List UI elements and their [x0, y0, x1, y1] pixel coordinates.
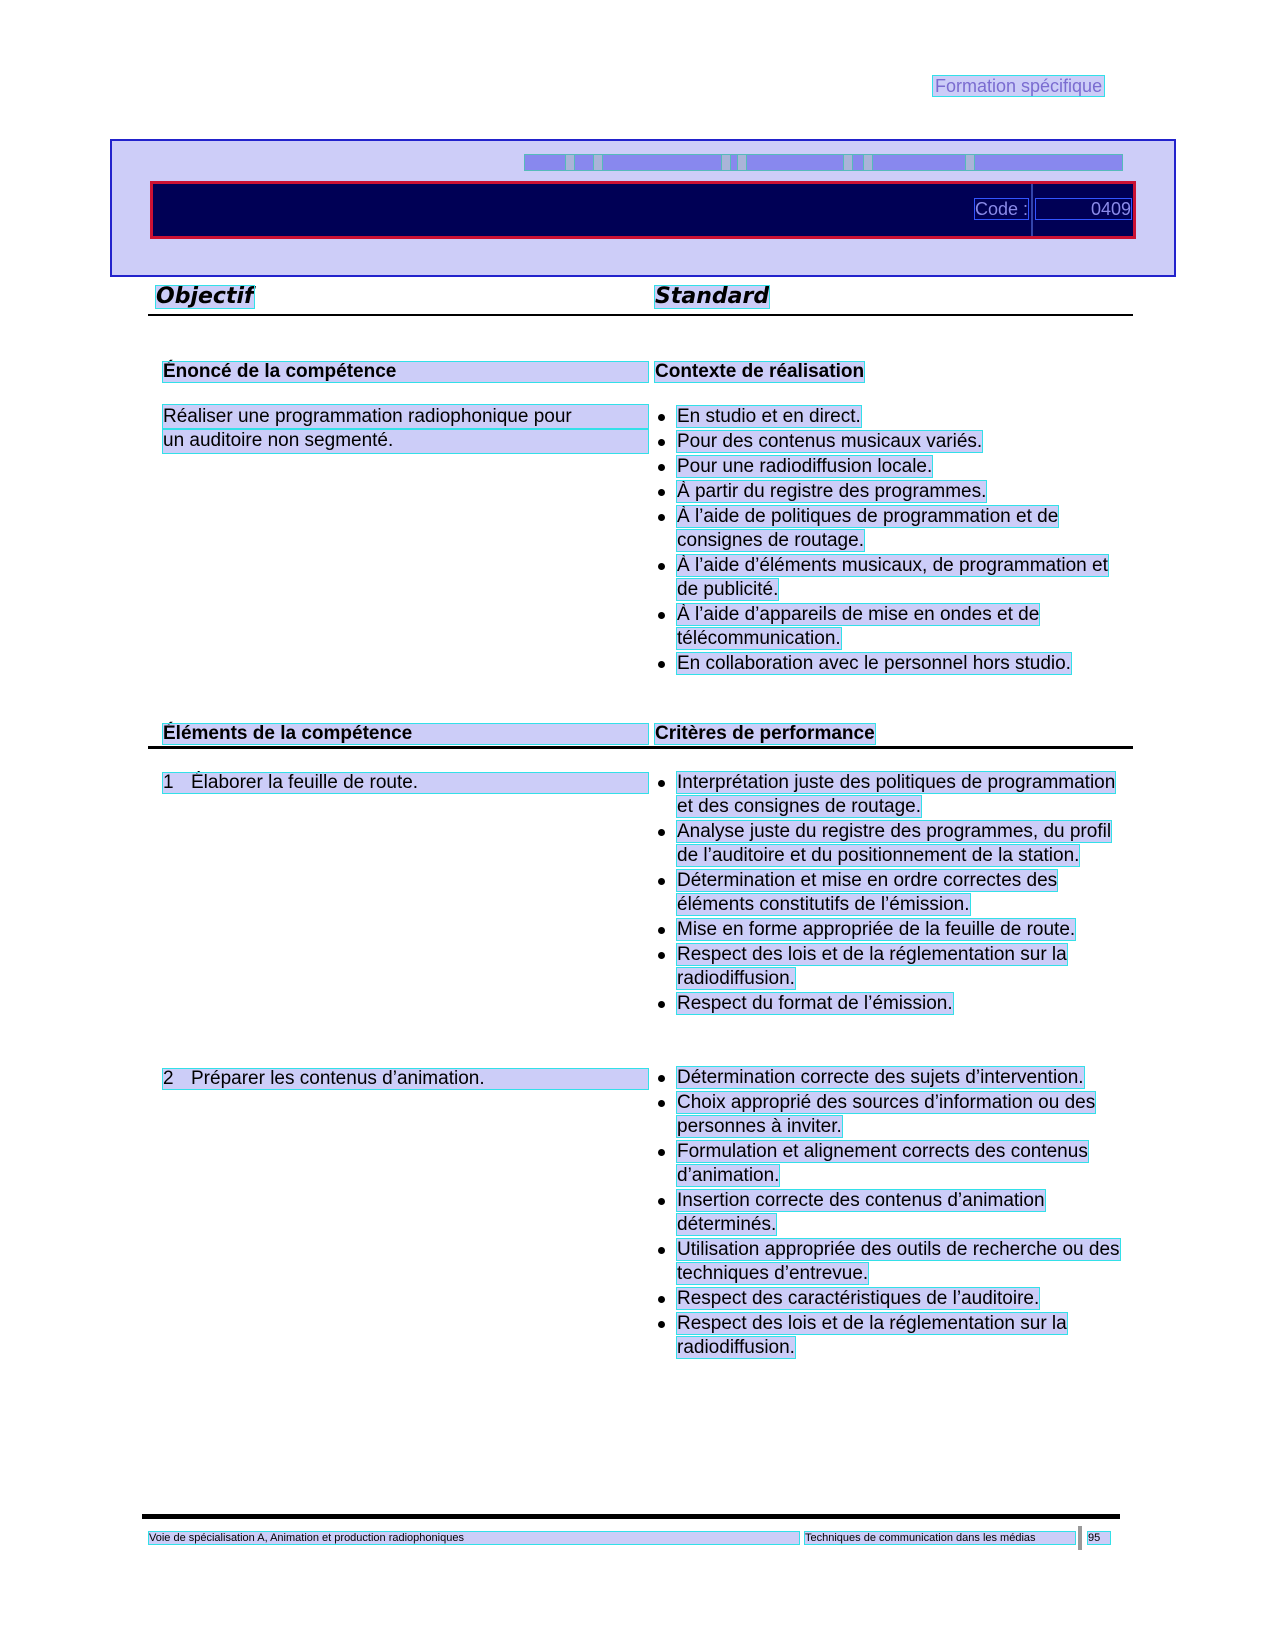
page-number: 95	[1088, 1532, 1110, 1544]
bullet-icon	[658, 780, 665, 787]
column-heading-standard: Standard	[655, 284, 770, 309]
list-item: À l’aide de politiques de programmation et de consignes de routage.	[655, 505, 1125, 553]
element-1	[163, 773, 648, 793]
bullet-icon	[658, 829, 665, 836]
criteria-heading: Critères de performance	[655, 723, 875, 744]
statement-line: Réaliser une programmation radiophonique pour	[163, 405, 648, 429]
column-heading-objectif: Objectif	[156, 284, 254, 309]
footer-rule	[142, 1514, 1120, 1519]
bullet-icon	[658, 464, 665, 471]
bullet-icon	[658, 1198, 665, 1205]
list-item: À l’aide d’appareils de mise en ondes et de télécommunication.	[655, 603, 1125, 651]
code-divider	[1031, 184, 1033, 236]
bullet-icon	[658, 927, 665, 934]
list-item: Utilisation appropriée des outils de recherche ou des techniques d’entrevue.	[655, 1238, 1125, 1286]
context-heading: Contexte de réalisation	[655, 361, 865, 382]
bullet-icon	[658, 1100, 665, 1107]
list-item: Respect des lois et de la réglementation sur la radiodiffusion.	[655, 1312, 1125, 1360]
list-item: Formulation et alignement corrects des contenus d’animation.	[655, 1140, 1125, 1188]
criteria-list-2	[655, 1066, 1125, 1361]
banner-strip	[525, 155, 1122, 170]
code-value: 0409	[1036, 199, 1131, 219]
list-item: Insertion correcte des contenus d’animation déterminés.	[655, 1189, 1125, 1237]
list-item: Pour des contenus musicaux variés.	[655, 430, 1125, 454]
bullet-icon	[658, 1247, 665, 1254]
bullet-icon	[658, 489, 665, 496]
bullet-icon	[658, 952, 665, 959]
list-item: Choix approprié des sources d’information ou des personnes à inviter.	[655, 1091, 1125, 1139]
list-item: Respect du format de l’émission.	[655, 992, 1125, 1016]
bullet-icon	[658, 612, 665, 619]
bullet-icon	[658, 878, 665, 885]
list-item: Détermination et mise en ordre correctes des éléments constitutifs de l’émission.	[655, 869, 1125, 917]
list-item: À l’aide d’éléments musicaux, de programmation et de publicité.	[655, 554, 1125, 602]
bullet-icon	[658, 1075, 665, 1082]
bullet-icon	[658, 1321, 665, 1328]
footer-left: Voie de spécialisation A, Animation et production radiophoniques	[149, 1532, 799, 1544]
list-item: À partir du registre des programmes.	[655, 480, 1125, 504]
elements-rule	[148, 746, 1133, 749]
statement-heading: Énoncé de la compétence	[163, 362, 648, 382]
element-label: Élaborer la feuille de route.	[191, 772, 419, 793]
footer-right: Techniques de communication dans les médias	[805, 1532, 1075, 1544]
list-item: Respect des caractéristiques de l’auditoire.	[655, 1287, 1125, 1311]
list-item: Détermination correcte des sujets d’intervention.	[655, 1066, 1125, 1090]
bullet-icon	[658, 1001, 665, 1008]
bullet-icon	[658, 439, 665, 446]
footer-divider	[1078, 1526, 1082, 1550]
code-label: Code :	[975, 199, 1029, 219]
section-label: Formation spécifique	[935, 76, 1103, 96]
statement-line: un auditoire non segmenté.	[163, 429, 648, 453]
list-item: Analyse juste du registre des programmes, du profil de l’auditoire et du positionnement de la station.	[655, 820, 1125, 868]
heading-rule	[148, 314, 1133, 316]
bullet-icon	[658, 1296, 665, 1303]
competency-banner	[110, 139, 1176, 277]
element-label: Préparer les contenus d’animation.	[191, 1068, 485, 1089]
list-item: Mise en forme appropriée de la feuille de route.	[655, 918, 1125, 942]
bullet-icon	[658, 661, 665, 668]
elements-heading: Éléments de la compétence	[163, 724, 648, 744]
context-list	[655, 405, 1125, 677]
bullet-icon	[658, 1149, 665, 1156]
bullet-icon	[658, 414, 665, 421]
list-item: Interprétation juste des politiques de programmation et des consignes de routage.	[655, 771, 1125, 819]
code-bar	[150, 181, 1136, 239]
bullet-icon	[658, 563, 665, 570]
bullet-icon	[658, 514, 665, 521]
list-item: En studio et en direct.	[655, 405, 1125, 429]
element-2	[163, 1069, 648, 1089]
list-item: Respect des lois et de la réglementation sur la radiodiffusion.	[655, 943, 1125, 991]
list-item: En collaboration avec le personnel hors studio.	[655, 652, 1125, 676]
criteria-list-1	[655, 771, 1125, 1017]
list-item: Pour une radiodiffusion locale.	[655, 455, 1125, 479]
competence-statement	[163, 405, 648, 453]
element-number: 1	[163, 772, 174, 793]
element-number: 2	[163, 1068, 174, 1089]
